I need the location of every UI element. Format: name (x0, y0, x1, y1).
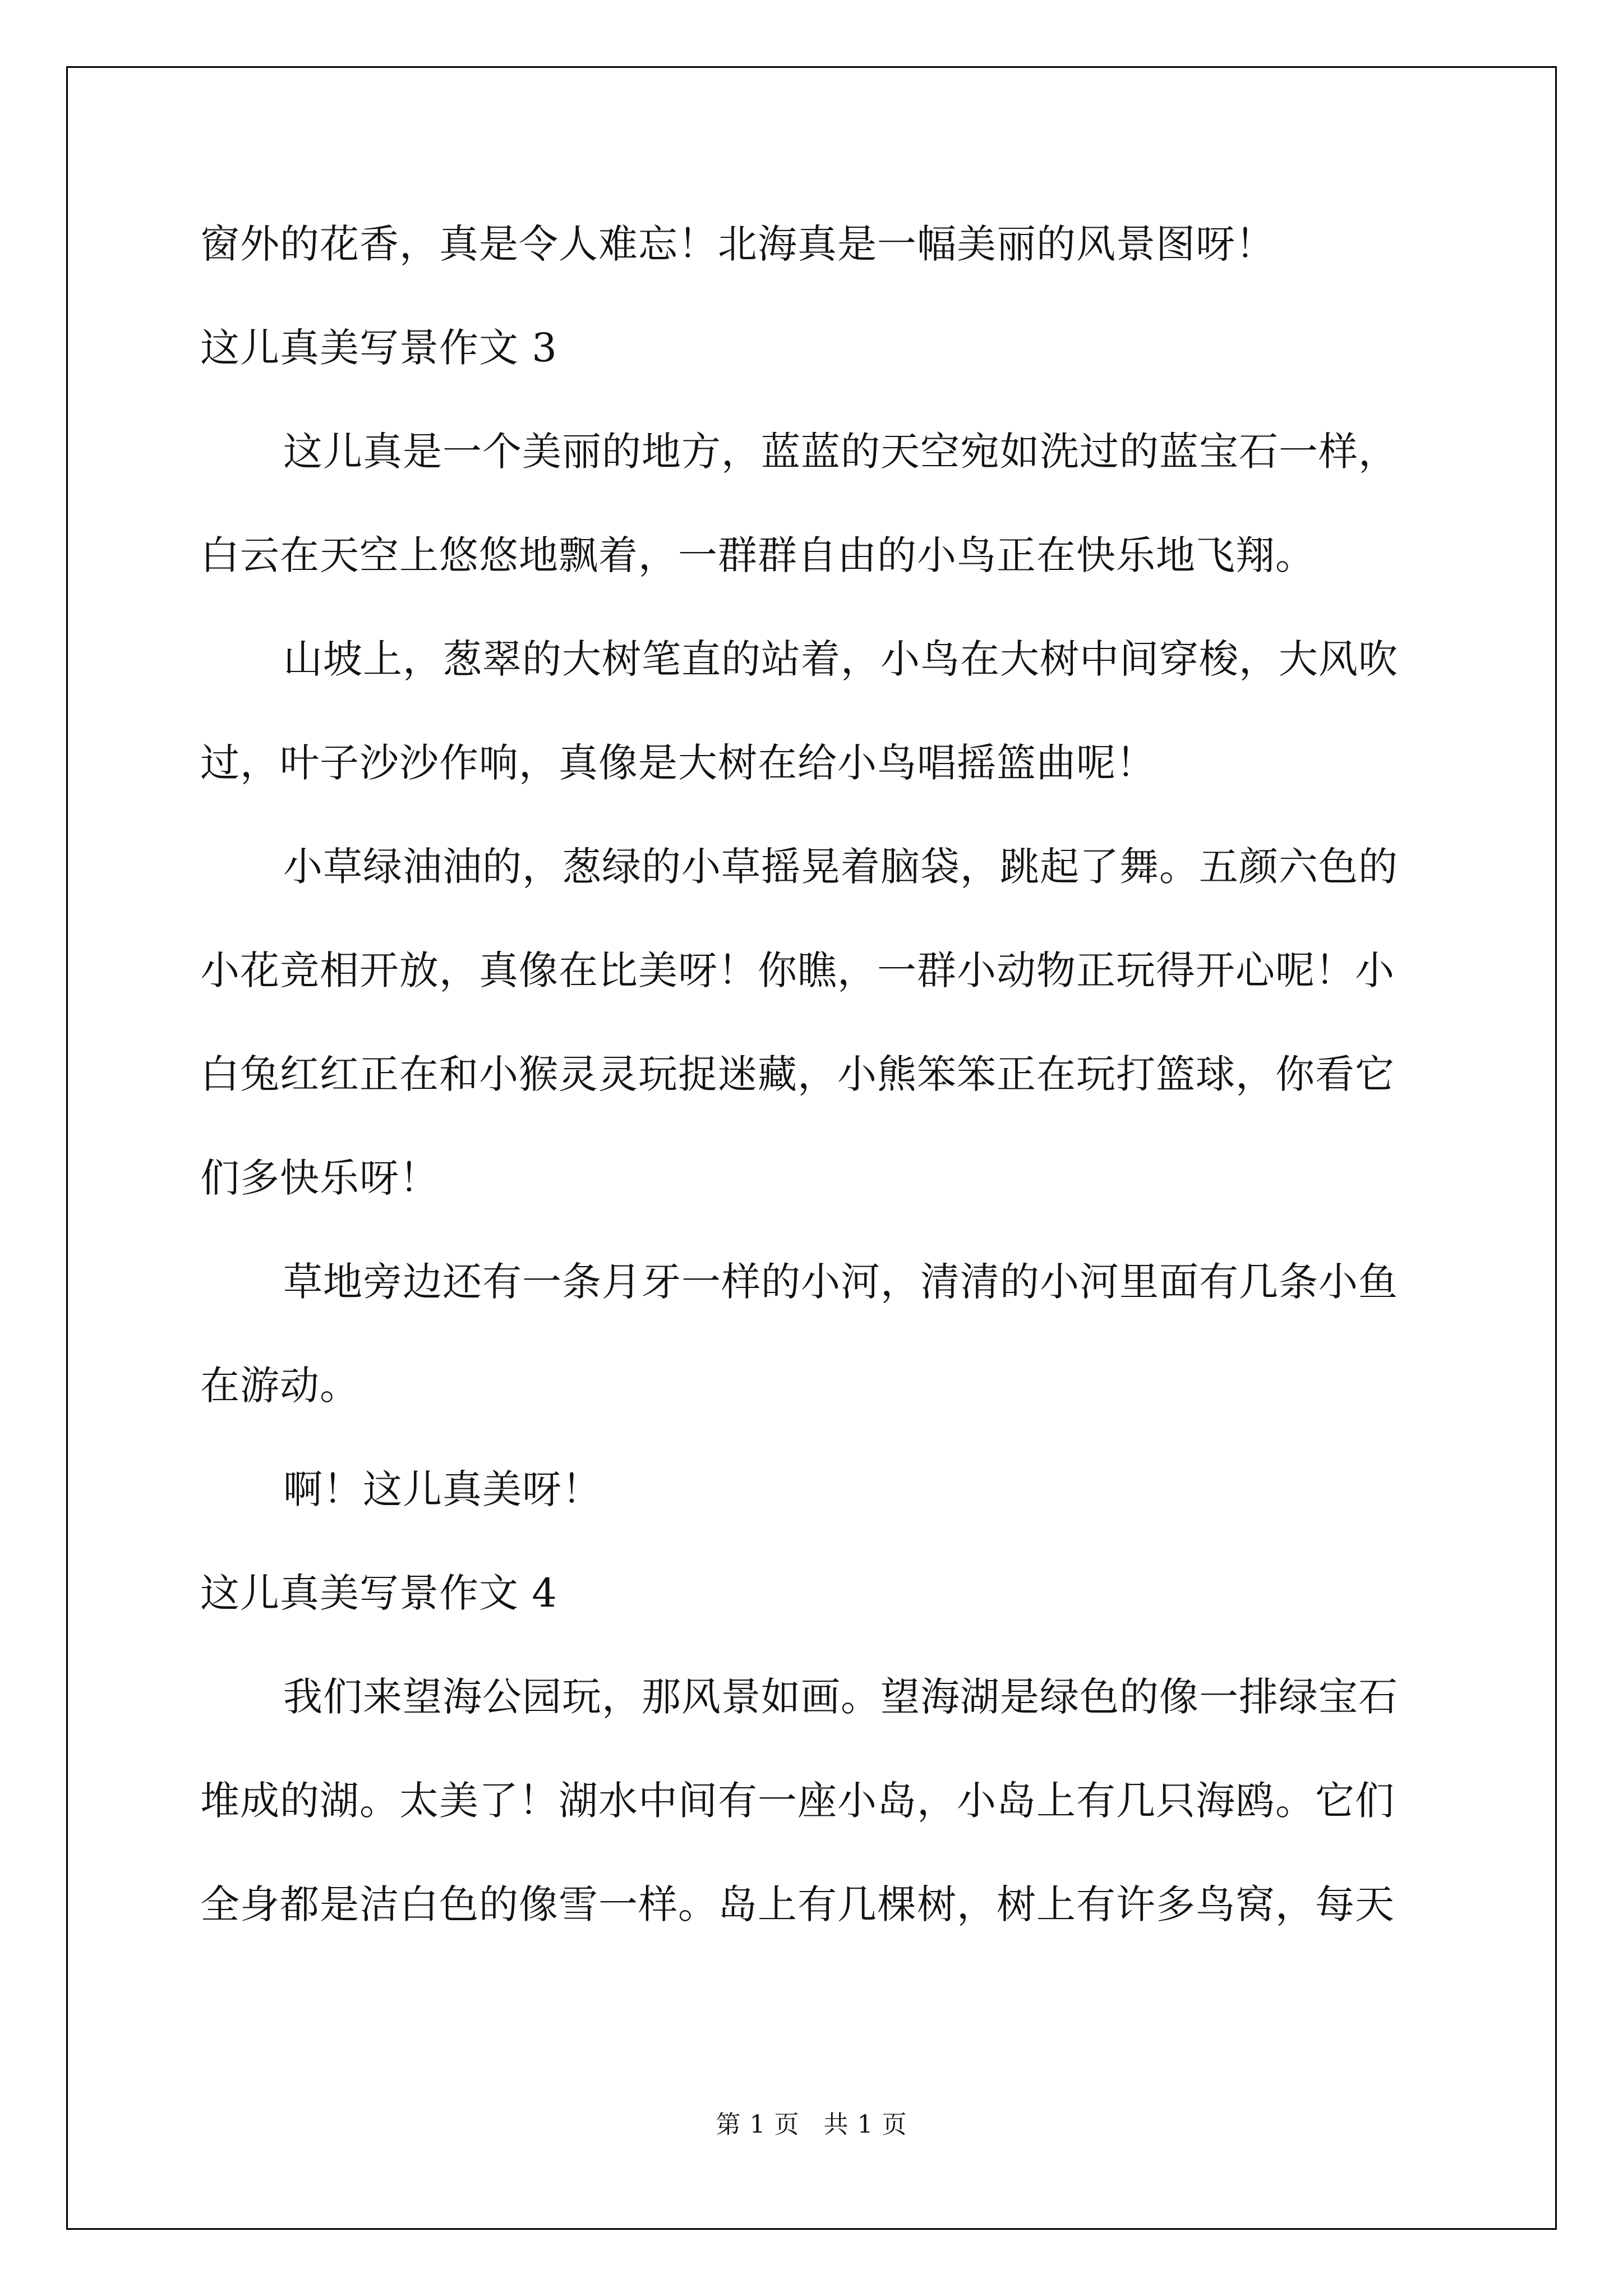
paragraph-line: 过，叶子沙沙作响，真像是大树在给小鸟唱摇篮曲呢！ (200, 740, 1156, 786)
paragraph-line: 小花竞相开放，真像在比美呀！你瞧，一群小动物正玩得开心呢！小 (200, 947, 1395, 993)
paragraph-line: 草地旁边还有一条月牙一样的小河，清清的小河里面有几条小鱼 (283, 1259, 1398, 1305)
page-total: 共 1 页 (823, 2110, 907, 2139)
paragraph-line: 白云在天空上悠悠地飘着，一群群自由的小鸟正在快乐地飞翔。 (200, 532, 1315, 578)
paragraph-line: 小草绿油油的，葱绿的小草摇晃着脑袋，跳起了舞。五颜六色的 (283, 844, 1398, 890)
paragraph-line: 窗外的花香，真是令人难忘！北海真是一幅美丽的风景图呀！ (200, 221, 1275, 267)
paragraph-line: 们多快乐呀！ (200, 1155, 439, 1201)
paragraph-line: 我们来望海公园玩，那风景如画。望海湖是绿色的像一排绿宝石 (283, 1674, 1398, 1720)
paragraph-line: 全身都是洁白色的像雪一样。岛上有几棵树，树上有许多鸟窝，每天 (200, 1881, 1395, 1927)
section-heading: 这儿真美写景作文 4 (200, 1570, 557, 1616)
paragraph-line: 这儿真是一个美丽的地方，蓝蓝的天空宛如洗过的蓝宝石一样， (283, 429, 1398, 475)
paragraph-line: 在游动。 (200, 1363, 359, 1409)
paragraph-line: 啊！这儿真美呀！ (283, 1466, 602, 1512)
page-footer (0, 2109, 1623, 2141)
paragraph-line: 白兔红红正在和小猴灵灵玩捉迷藏，小熊笨笨正在玩打篮球，你看它 (200, 1051, 1395, 1097)
paragraph-line: 堆成的湖。太美了！湖水中间有一座小岛，小岛上有几只海鸥。它们 (200, 1778, 1395, 1824)
section-heading: 这儿真美写景作文 3 (200, 325, 557, 371)
paragraph-line: 山坡上，葱翠的大树笔直的站着，小鸟在大树中间穿梭，大风吹 (283, 636, 1398, 682)
page-number: 第 1 页 (716, 2110, 800, 2139)
